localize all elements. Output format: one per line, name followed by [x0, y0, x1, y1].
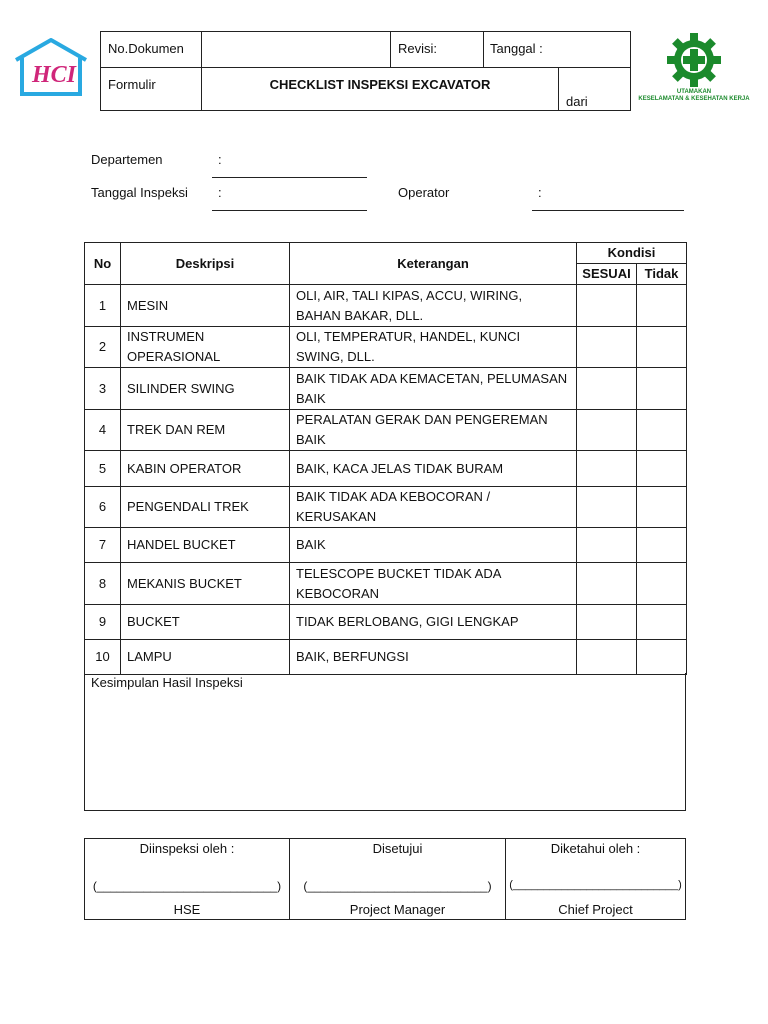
- doc-number-label: No.Dokumen: [108, 41, 184, 56]
- header-notes: Keterangan: [290, 243, 577, 285]
- not-ok-check-cell[interactable]: [637, 605, 687, 640]
- row-notes: OLI, AIR, TALI KIPAS, ACCU, WIRING, BAHAN BAKAR, DLL.: [290, 285, 577, 327]
- department-field[interactable]: [212, 177, 367, 178]
- row-description: INSTRUMEN OPERASIONAL: [121, 327, 290, 368]
- row-notes: PERALATAN GERAK DAN PENGEREMAN BAIK: [290, 410, 577, 451]
- company-logo: [10, 38, 92, 98]
- row-notes: TIDAK BERLOBANG, GIGI LENGKAP: [290, 605, 577, 640]
- row-description: SILINDER SWING: [121, 368, 290, 410]
- row-notes: BAIK TIDAK ADA KEBOCORAN / KERUSAKAN: [290, 487, 577, 528]
- row-notes: BAIK TIDAK ADA KEMACETAN, PELUMASAN BAIK: [290, 368, 577, 410]
- inspection-date-label: Tanggal Inspeksi: [91, 185, 188, 200]
- not-ok-check-cell[interactable]: [637, 487, 687, 528]
- form-label: Formulir: [108, 77, 156, 92]
- not-ok-check-cell[interactable]: [637, 563, 687, 605]
- ok-check-cell[interactable]: [577, 487, 637, 528]
- row-no: 9: [85, 605, 121, 640]
- header-condition: Kondisi: [577, 243, 687, 264]
- inspection-date-field[interactable]: [212, 210, 367, 211]
- ok-check-cell[interactable]: [577, 528, 637, 563]
- not-ok-check-cell[interactable]: [637, 640, 687, 675]
- table-row: [85, 487, 687, 528]
- row-description: PENGENDALI TREK: [121, 487, 290, 528]
- not-ok-check-cell[interactable]: [637, 368, 687, 410]
- row-notes: BAIK, KACA JELAS TIDAK BURAM: [290, 451, 577, 487]
- department-colon: :: [218, 152, 222, 167]
- signature-title: Diketahui oleh :: [550, 841, 641, 856]
- header-ok: SESUAI: [577, 264, 637, 285]
- signature-blank: (___________________________): [509, 879, 682, 891]
- table-row: [85, 563, 687, 605]
- conclusion-label: Kesimpulan Hasil Inspeksi: [91, 675, 243, 690]
- row-description: TREK DAN REM: [121, 410, 290, 451]
- signature-acknowledger[interactable]: [506, 839, 685, 919]
- row-no: 10: [85, 640, 121, 675]
- ok-check-cell[interactable]: [577, 327, 637, 368]
- operator-colon: :: [538, 185, 542, 200]
- row-no: 8: [85, 563, 121, 605]
- row-no: 1: [85, 285, 121, 327]
- header-not-ok: Tidak: [637, 264, 687, 285]
- conclusion-box[interactable]: [84, 673, 686, 811]
- row-no: 3: [85, 368, 121, 410]
- row-description: BUCKET: [121, 605, 290, 640]
- ok-check-cell[interactable]: [577, 563, 637, 605]
- document-title: CHECKLIST INSPEKSI EXCAVATOR: [269, 77, 491, 92]
- ok-check-cell[interactable]: [577, 285, 637, 327]
- signature-role: Project Manager: [349, 902, 446, 917]
- table-row: [85, 605, 687, 640]
- ok-check-cell[interactable]: [577, 605, 637, 640]
- signature-block: [84, 838, 686, 920]
- date-label: Tanggal :: [490, 41, 543, 56]
- row-notes: BAIK: [290, 528, 577, 563]
- ok-check-cell[interactable]: [577, 640, 637, 675]
- row-description: MEKANIS BUCKET: [121, 563, 290, 605]
- signature-title: Disetujui: [372, 841, 423, 856]
- not-ok-check-cell[interactable]: [637, 451, 687, 487]
- not-ok-check-cell[interactable]: [637, 528, 687, 563]
- table-row: [85, 528, 687, 563]
- table-row: [85, 327, 687, 368]
- signature-approver[interactable]: [290, 839, 505, 919]
- k3-line2: KESELAMATAN & KESEHATAN KERJA: [638, 96, 750, 102]
- signature-blank: (___________________________): [92, 879, 282, 893]
- inspection-date-colon: :: [218, 185, 222, 200]
- row-no: 7: [85, 528, 121, 563]
- signature-role: HSE: [173, 902, 201, 917]
- row-notes: TELESCOPE BUCKET TIDAK ADA KEBOCORAN: [290, 563, 577, 605]
- table-row: [85, 410, 687, 451]
- row-description: MESIN: [121, 285, 290, 327]
- logo-text: HCI: [32, 62, 77, 88]
- ok-check-cell[interactable]: [577, 451, 637, 487]
- signature-inspector[interactable]: [85, 839, 289, 919]
- table-row: [85, 285, 687, 327]
- header-description: Deskripsi: [121, 243, 290, 285]
- row-description: LAMPU: [121, 640, 290, 675]
- signature-blank: (___________________________): [303, 879, 492, 893]
- row-no: 2: [85, 327, 121, 368]
- signature-title: Diinspeksi oleh :: [139, 841, 235, 856]
- checklist-table: [84, 242, 687, 675]
- row-no: 4: [85, 410, 121, 451]
- header-no: No: [85, 243, 121, 285]
- not-ok-check-cell[interactable]: [637, 410, 687, 451]
- row-notes: BAIK, BERFUNGSI: [290, 640, 577, 675]
- signature-role: Chief Project: [558, 902, 633, 917]
- k3-safety-logo: [630, 32, 758, 112]
- table-row: [85, 640, 687, 675]
- ok-check-cell[interactable]: [577, 368, 637, 410]
- gear-cross-icon: [666, 32, 722, 88]
- table-row: [85, 368, 687, 410]
- row-description: HANDEL BUCKET: [121, 528, 290, 563]
- not-ok-check-cell[interactable]: [637, 327, 687, 368]
- row-notes: OLI, TEMPERATUR, HANDEL, KUNCI SWING, DLL.: [290, 327, 577, 368]
- ok-check-cell[interactable]: [577, 410, 637, 451]
- not-ok-check-cell[interactable]: [637, 285, 687, 327]
- operator-label: Operator: [398, 185, 450, 200]
- department-label: Departemen: [91, 152, 163, 167]
- row-no: 5: [85, 451, 121, 487]
- table-row: [85, 451, 687, 487]
- document-header: [100, 31, 631, 111]
- of-label: dari: [566, 94, 588, 109]
- row-no: 6: [85, 487, 121, 528]
- operator-field[interactable]: [532, 210, 684, 211]
- revision-label: Revisi:: [398, 41, 438, 56]
- k3-line1: UTAMAKAN: [676, 89, 712, 95]
- row-description: KABIN OPERATOR: [121, 451, 290, 487]
